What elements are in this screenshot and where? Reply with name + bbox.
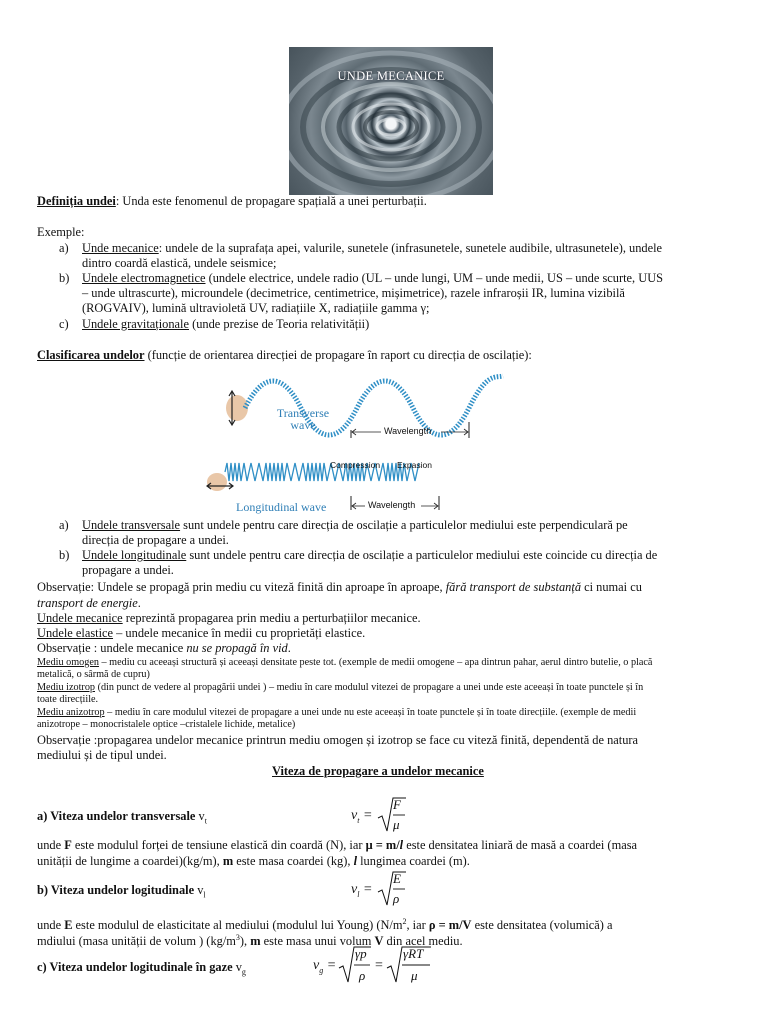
classification-text: (funcție de orientarea direcției de propagare în raport cu direcția de oscilație): (144, 348, 532, 362)
a-desc-m: m (222, 854, 234, 868)
longitudinal-wave (225, 463, 419, 481)
formula-c-numerator-2: γRT (403, 946, 424, 961)
mech-text: reprezintă propagarea prin mediu a perturbațiilor mecanice. (122, 611, 421, 625)
speed-section-title: Viteza de propagare a undelor mecanice (272, 764, 484, 778)
formula-b-denominator: ρ (393, 891, 400, 906)
obs1-italic-b: transport de energie (37, 596, 138, 610)
compression-label: Compression (330, 460, 381, 470)
definition-text: : Unda este fenomenul de propagare spațială a unei perturbații. (115, 194, 427, 208)
a-desc-2: este modulul forței de tensiune elastică din coardă (N), iar (71, 838, 366, 852)
obs1-text-a: Observație: Undele se propagă prin mediu cu viteză finită din aproape în aproape, (37, 580, 446, 594)
obs2-text-a: Observație : undele mecanice (37, 641, 187, 655)
izotrop-text: (din punct de vedere al propagării undei ) – mediu în care modulul vitezei de propagare a unei unde este aceeași în toate punctele și în (95, 682, 644, 693)
formula-a-denominator: μ (393, 817, 400, 832)
type-a-text: sunt undele pentru care direcția de oscilație a particulelor mediului este perpendiculară pe (180, 518, 628, 532)
example-b-term: Undele electromagnetice (82, 271, 206, 285)
example-c-term: Undele gravitaționale (82, 317, 189, 331)
example-c-line1 (82, 317, 369, 332)
speed-c-symbol: v (235, 960, 242, 974)
formula-c-lhs: $v_g$ = (313, 958, 337, 975)
a-desc-mu: μ = m/ (365, 838, 400, 852)
banner-title: UNDE MECANICE (337, 69, 445, 83)
b-desc-rho: ρ = m/V (428, 918, 472, 933)
formula-b-radical (377, 870, 407, 908)
type-b-line1 (82, 548, 657, 563)
hand-shape-top (226, 395, 248, 421)
classification-term: Clasificarea undelor (37, 348, 145, 362)
type-a-term: Undele transversale (82, 518, 181, 532)
example-a-line2: dintro coardă elastică, undele seismice; (82, 256, 277, 270)
b-desc-V: V (374, 934, 384, 949)
formula-c-denominator-2: μ (411, 968, 418, 983)
observation-3-line2: mediului și de tipul undei. (37, 748, 167, 762)
wavelength-top-label: Wavelength (384, 426, 432, 436)
formula-a-v: v (351, 808, 358, 823)
example-b-line2: – unde ultrascurte), microundele (decimetrice, centimetrice, mișimetrice), razele infraroșii IR, lumina vizibilă (82, 286, 625, 300)
type-a-line2: direcția de propagare a undei. (82, 533, 229, 547)
formula-c-v: v (313, 958, 320, 973)
example-b-line1 (82, 271, 663, 286)
expansion-label: Expasion (397, 460, 432, 470)
formula-a-sub: t (357, 815, 360, 825)
example-a-line1 (82, 241, 662, 256)
b-desc-6: ), (239, 934, 251, 949)
anizotrop-line1 (37, 707, 636, 719)
speed-a-symbol: v (198, 809, 205, 823)
b-desc-1: unde (37, 918, 65, 933)
a-desc-l: l (399, 838, 404, 852)
formula-b-numerator: E (393, 871, 401, 886)
banner-image (289, 47, 493, 195)
a-desc-l2: l (353, 854, 358, 868)
example-a-text: : undele de la suprafața apei, valurile, sunetele (infrasunetele, sunetele audibile, ultrasunetele), undele (158, 241, 663, 255)
omogen-line2: metalică, o sârmă de cupru) (37, 669, 150, 680)
speed-c-label: c) Viteza undelor logitudinale în gaze (37, 960, 233, 974)
classification-line (37, 348, 532, 363)
a-desc-3: este densitatea liniară de masă a coardei (masa (403, 838, 638, 852)
speed-a-subscript: t (204, 816, 207, 826)
b-desc-5: mdiului (masa unității de volum ) (kg/m (37, 934, 236, 949)
anizotrop-term: Mediu anizotrop (37, 707, 105, 718)
observation-1-line2 (37, 596, 141, 611)
speed-c-heading (37, 960, 246, 979)
example-b-text: (undele electrice, undele radio (UL – unde lungi, UM – unde medii, US – unde scurte, UUS (205, 271, 664, 285)
longitudinal-label: Longitudinal wave (236, 500, 327, 514)
observation-2-line (37, 641, 291, 656)
omogen-line1 (37, 657, 652, 669)
izotrop-term: Mediu izotrop (37, 682, 96, 693)
a-desc-5: este masa coardei (kg), (233, 854, 354, 868)
type-a-marker: a) (59, 518, 69, 532)
a-desc-4: unității de lungime a coardei)(kg/m), (37, 854, 223, 868)
omogen-term: Mediu omogen (37, 657, 99, 668)
izotrop-line1 (37, 682, 643, 694)
b-desc-3: , iar (406, 918, 429, 933)
speed-b-label: b) Viteza undelor logitudinale (37, 883, 195, 897)
type-b-term: Undele longitudinale (82, 548, 187, 562)
example-c-text: (unde prezise de Teoria relativității) (189, 317, 370, 331)
formula-c-sub: g (319, 965, 324, 975)
examples-heading: Exemple: (37, 225, 85, 239)
elastic-waves-line (37, 626, 365, 641)
speed-c-subscript: g (241, 967, 246, 977)
a-desc-F: F (64, 838, 72, 852)
b-desc-sup2: 3 (235, 933, 240, 942)
example-b-marker: b) (59, 271, 70, 285)
type-b-text: sunt undele pentru care direcția de oscilație a particulelor mediului este coincide cu direcția de (186, 548, 658, 562)
observation-1-line1 (37, 580, 642, 595)
formula-c-denominator-1: ρ (359, 968, 366, 983)
speed-b-symbol: v (197, 883, 204, 897)
speed-a-label: a) Viteza undelor transversale (37, 809, 196, 823)
obs2-text-b: . (287, 641, 291, 655)
formula-a-numerator: F (393, 797, 401, 812)
mechanical-waves-line (37, 611, 421, 626)
b-desc-8: din acel mediu. (383, 934, 463, 949)
formula-b-lhs: $v_l$ = (351, 882, 373, 899)
a-desc-6: lungimea coardei (m). (357, 854, 470, 868)
speed-b-subscript: l (203, 890, 206, 900)
formula-c-numerator-1: γp (355, 946, 367, 961)
definition-term: Definiția undei (37, 194, 116, 208)
obs1-text-c: . (137, 596, 141, 610)
b-desc-E: E (64, 918, 73, 933)
anizotrop-text: – mediu în care modulul vitezei de propagare a unei unde nu este aceeași în toate punctele și în toate direcțiile. (exemple de medii (104, 707, 637, 718)
elastic-text: – undele mecanice în medii cu proprietăți elastice. (113, 626, 366, 640)
anizotrop-line2: anizotrope – monocristalele optice –cristalele lichide, metalice) (37, 719, 296, 730)
example-a-term: Unde mecanice (82, 241, 159, 255)
b-desc-2: este modulul de elasticitate al mediului (modulul lui Young) (N/m (72, 918, 403, 933)
observation-3-line1: Observație :propagarea undelor mecanice printrun mediu omogen și izotrop se face cu viteză finită, dependentă de natura (37, 733, 639, 747)
definition-line (37, 194, 427, 209)
a-desc-1: unde (37, 838, 65, 852)
b-desc-sup1: 2 (402, 917, 407, 926)
b-desc-7: este masa unui volum (260, 934, 375, 949)
wave-diagram (205, 362, 505, 514)
speed-a-desc-line1 (37, 838, 637, 853)
speed-b-heading (37, 883, 206, 902)
speed-a-desc-line2 (37, 854, 470, 869)
formula-b-sub: l (357, 889, 360, 899)
b-desc-4: este densitatea (volumică) a (471, 918, 613, 933)
elastic-term: Undele elastice (37, 626, 114, 640)
formula-a-radical (377, 796, 407, 834)
omogen-text: – mediu cu aceeași structură și aceeași densitate peste tot. (exemple de medii omogene – apa dintrun pahar, aerul dintro butelie, o placă (98, 657, 653, 668)
wavelength-bottom-label: Wavelength (368, 500, 416, 510)
example-a-marker: a) (59, 241, 69, 255)
transverse-label (271, 407, 335, 431)
formula-a-lhs: $v_t$ = (351, 808, 373, 825)
transverse-label-1: Transverse (276, 406, 330, 420)
obs1-text-b: ci numai cu (581, 580, 642, 594)
transverse-label-2: wave (290, 418, 316, 432)
type-b-line2: propagare a undei. (82, 563, 174, 577)
b-desc-m: m (250, 934, 261, 949)
mech-term: Undele mecanice (37, 611, 123, 625)
speed-a-heading (37, 809, 207, 828)
obs2-italic: nu se propagă în vid (186, 641, 288, 655)
type-b-marker: b) (59, 548, 70, 562)
example-c-marker: c) (59, 317, 69, 331)
izotrop-line2: toate direcțiile. (37, 694, 99, 705)
obs1-italic-a: fără transport de substanță (445, 580, 582, 594)
type-a-line1 (82, 518, 628, 533)
formula-b-v: v (351, 882, 358, 897)
formula-c-equals: = (375, 958, 383, 973)
example-b-line3: (ROGVAIV), lumină ultravioletă UV, radiațiile X, radiațiile gamma γ; (82, 301, 430, 315)
